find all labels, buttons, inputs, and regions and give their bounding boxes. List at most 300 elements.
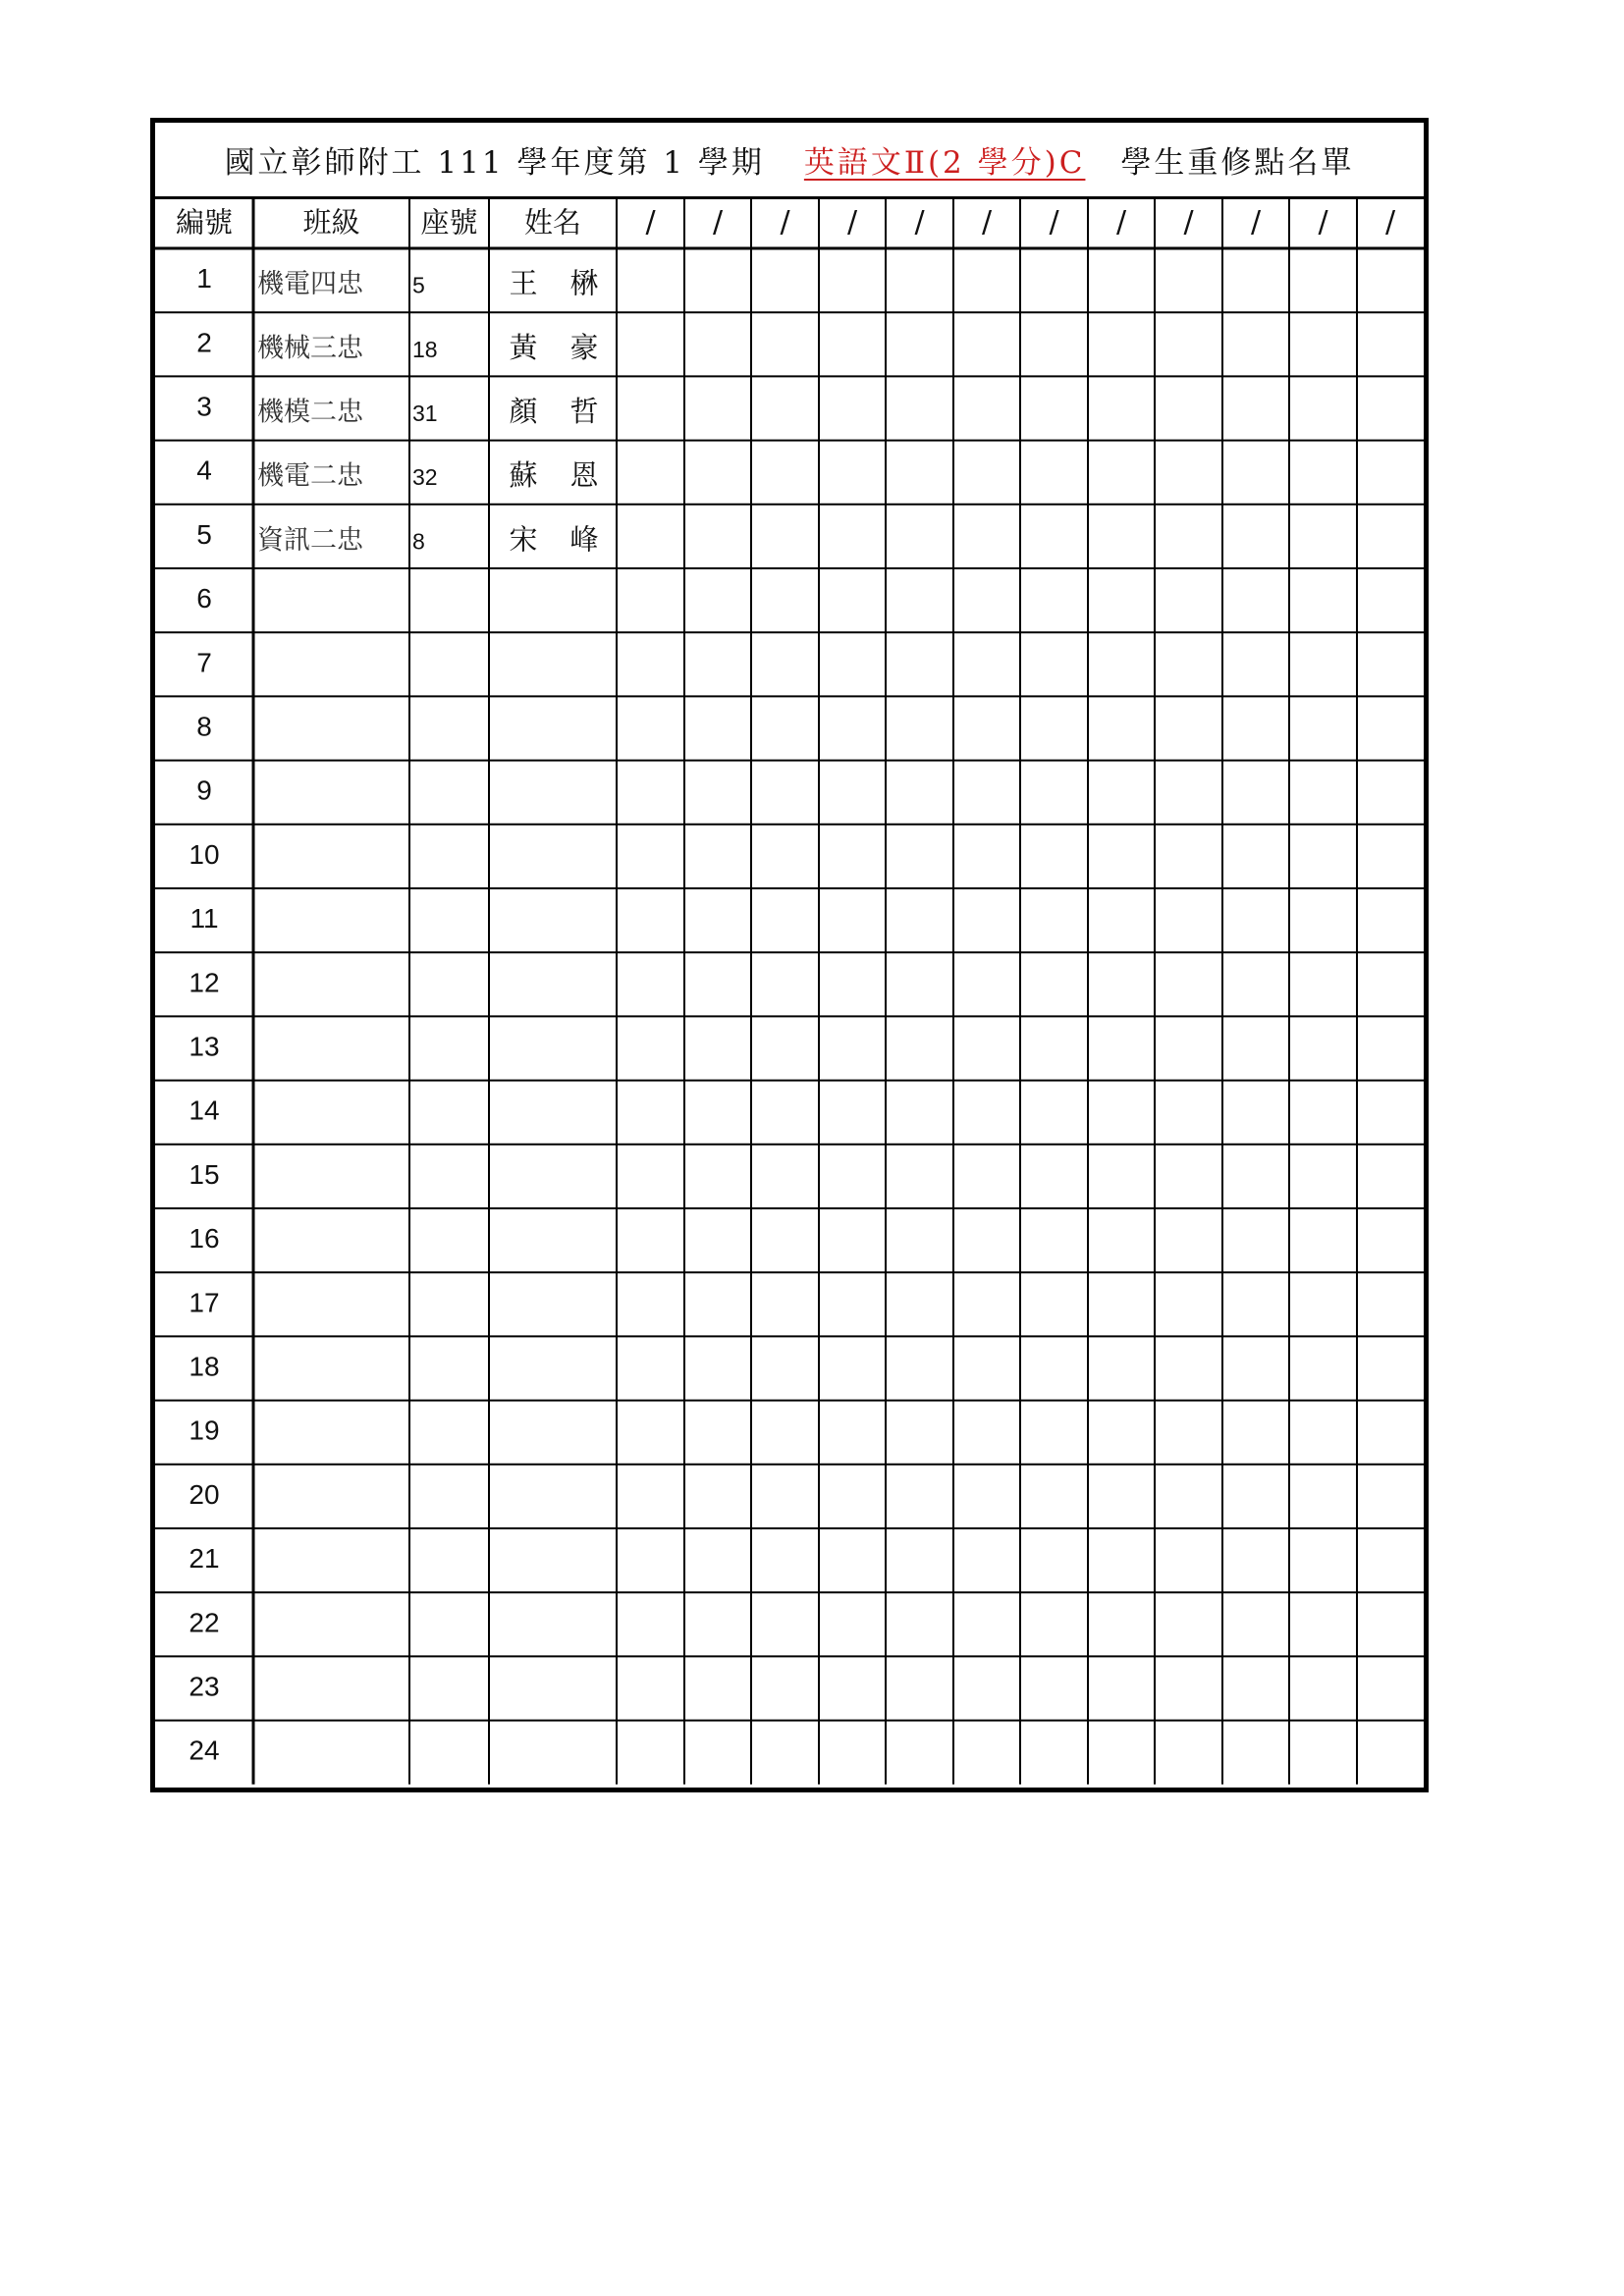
attendance-cell[interactable] (619, 1147, 682, 1206)
attendance-cell[interactable] (1022, 634, 1086, 694)
attendance-cell[interactable] (821, 634, 884, 694)
attendance-cell[interactable] (955, 570, 1018, 630)
attendance-cell[interactable] (888, 698, 951, 758)
attendance-cell[interactable] (1157, 1594, 1220, 1654)
attendance-cell[interactable] (888, 1274, 951, 1334)
attendance-cell[interactable] (1359, 1338, 1422, 1398)
attendance-cell[interactable] (888, 378, 951, 438)
attendance-cell[interactable] (1359, 1147, 1422, 1206)
attendance-cell[interactable] (1090, 1018, 1153, 1078)
attendance-cell[interactable] (1022, 954, 1086, 1014)
attendance-cell[interactable] (1359, 1403, 1422, 1463)
attendance-cell[interactable] (955, 1274, 1018, 1334)
attendance-cell[interactable] (1022, 1338, 1086, 1398)
attendance-cell[interactable] (619, 763, 682, 823)
attendance-cell[interactable] (888, 507, 951, 566)
attendance-cell[interactable] (888, 1530, 951, 1590)
attendance-cell[interactable] (821, 1530, 884, 1590)
attendance-cell[interactable] (1022, 507, 1086, 566)
attendance-cell[interactable] (1224, 1210, 1287, 1270)
attendance-cell[interactable] (619, 570, 682, 630)
attendance-cell[interactable] (1157, 1467, 1220, 1526)
attendance-cell[interactable] (821, 1274, 884, 1334)
attendance-cell[interactable] (619, 314, 682, 374)
attendance-cell[interactable] (1157, 1338, 1220, 1398)
row-number: 3 (196, 391, 212, 422)
attendance-cell[interactable] (955, 1403, 1018, 1463)
attendance-cell[interactable] (1157, 250, 1220, 310)
attendance-cell[interactable] (1090, 443, 1153, 503)
attendance-cell[interactable] (1224, 507, 1287, 566)
attendance-cell[interactable] (686, 698, 749, 758)
attendance-cell[interactable] (686, 570, 749, 630)
attendance-cell[interactable] (821, 443, 884, 503)
attendance-cell[interactable] (888, 1210, 951, 1270)
attendance-cell[interactable] (1224, 250, 1287, 310)
attendance-cell[interactable] (1359, 634, 1422, 694)
attendance-cell[interactable] (1359, 1210, 1422, 1270)
attendance-cell[interactable] (955, 314, 1018, 374)
attendance-cell[interactable] (955, 1594, 1018, 1654)
attendance-cell[interactable] (1157, 1210, 1220, 1270)
attendance-cell[interactable] (753, 443, 817, 503)
attendance-cell[interactable] (821, 1723, 884, 1783)
attendance-cell[interactable] (955, 1147, 1018, 1206)
attendance-cell[interactable] (1291, 378, 1355, 438)
attendance-cell[interactable] (619, 954, 682, 1014)
attendance-cell[interactable] (1291, 1210, 1355, 1270)
attendance-cell[interactable] (1359, 1083, 1422, 1143)
attendance-cell[interactable] (821, 314, 884, 374)
attendance-cell[interactable] (1090, 890, 1153, 950)
attendance-cell[interactable] (1291, 827, 1355, 886)
attendance-cell[interactable] (686, 250, 749, 310)
attendance-cell[interactable] (619, 1274, 682, 1334)
attendance-cell[interactable] (1022, 1403, 1086, 1463)
attendance-cell[interactable] (1022, 314, 1086, 374)
attendance-cell[interactable] (1157, 378, 1220, 438)
attendance-cell[interactable] (753, 250, 817, 310)
attendance-cell[interactable] (821, 954, 884, 1014)
attendance-cell[interactable] (1090, 1467, 1153, 1526)
attendance-cell[interactable] (1291, 1018, 1355, 1078)
attendance-cell[interactable] (888, 1338, 951, 1398)
attendance-cell[interactable] (1157, 1723, 1220, 1783)
attendance-cell[interactable] (1157, 1274, 1220, 1334)
attendance-cell[interactable] (1291, 698, 1355, 758)
attendance-cell[interactable] (753, 1403, 817, 1463)
attendance-cell[interactable] (753, 890, 817, 950)
attendance-cell[interactable] (619, 890, 682, 950)
attendance-cell[interactable] (1157, 314, 1220, 374)
attendance-cell[interactable] (619, 1530, 682, 1590)
attendance-cell[interactable] (753, 1467, 817, 1526)
attendance-cell[interactable] (1291, 314, 1355, 374)
attendance-cell[interactable] (821, 763, 884, 823)
attendance-cell[interactable] (1224, 378, 1287, 438)
attendance-cell[interactable] (821, 1083, 884, 1143)
attendance-cell[interactable] (753, 1658, 817, 1718)
attendance-cell[interactable] (686, 1467, 749, 1526)
attendance-cell[interactable] (1157, 1147, 1220, 1206)
attendance-cell[interactable] (888, 1018, 951, 1078)
attendance-cell[interactable] (1291, 1467, 1355, 1526)
attendance-cell[interactable] (1157, 1018, 1220, 1078)
attendance-cell[interactable] (1022, 1274, 1086, 1334)
attendance-cell[interactable] (1022, 1658, 1086, 1718)
attendance-cell[interactable] (686, 1338, 749, 1398)
attendance-cell[interactable] (1090, 1594, 1153, 1654)
attendance-cell[interactable] (686, 1594, 749, 1654)
attendance-cell[interactable] (1359, 1274, 1422, 1334)
attendance-cell[interactable] (1022, 570, 1086, 630)
attendance-cell[interactable] (888, 570, 951, 630)
attendance-cell[interactable] (1359, 1658, 1422, 1718)
attendance-cell[interactable] (1090, 954, 1153, 1014)
attendance-cell[interactable] (1022, 1083, 1086, 1143)
attendance-cell[interactable] (686, 1403, 749, 1463)
attendance-cell[interactable] (955, 1338, 1018, 1398)
attendance-cell[interactable] (1291, 443, 1355, 503)
attendance-cell[interactable] (821, 698, 884, 758)
attendance-cell[interactable] (1022, 443, 1086, 503)
row-seat: 5 (412, 272, 425, 298)
header-date-3: / (780, 205, 790, 240)
attendance-cell[interactable] (1157, 827, 1220, 886)
attendance-cell[interactable] (955, 1467, 1018, 1526)
attendance-cell[interactable] (888, 1467, 951, 1526)
attendance-cell[interactable] (888, 314, 951, 374)
attendance-cell[interactable] (1090, 250, 1153, 310)
attendance-cell[interactable] (686, 314, 749, 374)
attendance-cell[interactable] (686, 890, 749, 950)
attendance-cell[interactable] (1291, 634, 1355, 694)
attendance-cell[interactable] (619, 1338, 682, 1398)
attendance-cell[interactable] (619, 1210, 682, 1270)
attendance-cell[interactable] (1090, 1338, 1153, 1398)
attendance-cell[interactable] (1224, 698, 1287, 758)
attendance-cell[interactable] (888, 1083, 951, 1143)
attendance-cell[interactable] (1090, 378, 1153, 438)
attendance-cell[interactable] (955, 507, 1018, 566)
header-date-6: / (981, 205, 993, 240)
attendance-cell[interactable] (1224, 1594, 1287, 1654)
attendance-cell[interactable] (1090, 827, 1153, 886)
attendance-cell[interactable] (753, 698, 817, 758)
attendance-cell[interactable] (955, 1083, 1018, 1143)
attendance-cell[interactable] (955, 698, 1018, 758)
attendance-cell[interactable] (1090, 1083, 1153, 1143)
attendance-cell[interactable] (1022, 1467, 1086, 1526)
attendance-cell[interactable] (888, 890, 951, 950)
attendance-cell[interactable] (1224, 1018, 1287, 1078)
attendance-cell[interactable] (1224, 634, 1287, 694)
attendance-cell[interactable] (955, 827, 1018, 886)
attendance-cell[interactable] (686, 507, 749, 566)
attendance-cell[interactable] (1359, 763, 1422, 823)
attendance-cell[interactable] (821, 378, 884, 438)
attendance-cell[interactable] (955, 250, 1018, 310)
attendance-cell[interactable] (821, 507, 884, 566)
attendance-cell[interactable] (1090, 1530, 1153, 1590)
row-number: 15 (189, 1158, 220, 1190)
attendance-cell[interactable] (1090, 1274, 1153, 1334)
attendance-cell[interactable] (1090, 507, 1153, 566)
attendance-cell[interactable] (1359, 570, 1422, 630)
attendance-cell[interactable] (686, 443, 749, 503)
attendance-cell[interactable] (753, 634, 817, 694)
attendance-cell[interactable] (1224, 1658, 1287, 1718)
attendance-cell[interactable] (1224, 763, 1287, 823)
attendance-cell[interactable] (753, 314, 817, 374)
attendance-cell[interactable] (1022, 1018, 1086, 1078)
attendance-cell[interactable] (1090, 1723, 1153, 1783)
attendance-cell[interactable] (619, 1658, 682, 1718)
attendance-cell[interactable] (686, 1530, 749, 1590)
attendance-cell[interactable] (619, 443, 682, 503)
attendance-cell[interactable] (619, 1723, 682, 1783)
attendance-cell[interactable] (1291, 1274, 1355, 1334)
attendance-cell[interactable] (1157, 1658, 1220, 1718)
attendance-cell[interactable] (619, 1467, 682, 1526)
attendance-cell[interactable] (821, 1403, 884, 1463)
attendance-cell[interactable] (888, 634, 951, 694)
attendance-cell[interactable] (1090, 763, 1153, 823)
attendance-cell[interactable] (1359, 378, 1422, 438)
attendance-cell[interactable] (753, 1530, 817, 1590)
attendance-cell[interactable] (1022, 698, 1086, 758)
attendance-cell[interactable] (1291, 1658, 1355, 1718)
attendance-cell[interactable] (1157, 954, 1220, 1014)
attendance-cell[interactable] (1359, 443, 1422, 503)
attendance-cell[interactable] (888, 1403, 951, 1463)
attendance-cell[interactable] (1157, 1403, 1220, 1463)
attendance-cell[interactable] (1359, 890, 1422, 950)
attendance-cell[interactable] (1224, 1338, 1287, 1398)
attendance-cell[interactable] (753, 378, 817, 438)
attendance-cell[interactable] (619, 827, 682, 886)
attendance-cell[interactable] (753, 1147, 817, 1206)
attendance-cell[interactable] (1224, 1083, 1287, 1143)
attendance-cell[interactable] (1291, 1083, 1355, 1143)
attendance-cell[interactable] (1022, 250, 1086, 310)
attendance-cell[interactable] (888, 443, 951, 503)
attendance-cell[interactable] (1022, 378, 1086, 438)
attendance-cell[interactable] (1359, 698, 1422, 758)
attendance-cell[interactable] (753, 1338, 817, 1398)
attendance-cell[interactable] (1291, 1594, 1355, 1654)
attendance-cell[interactable] (1291, 507, 1355, 566)
attendance-cell[interactable] (1359, 250, 1422, 310)
attendance-cell[interactable] (1022, 1594, 1086, 1654)
attendance-cell[interactable] (1291, 1403, 1355, 1463)
attendance-cell[interactable] (686, 634, 749, 694)
attendance-cell[interactable] (1157, 634, 1220, 694)
attendance-cell[interactable] (1090, 570, 1153, 630)
attendance-cell[interactable] (888, 1723, 951, 1783)
attendance-cell[interactable] (821, 1147, 884, 1206)
attendance-cell[interactable] (1291, 1147, 1355, 1206)
attendance-cell[interactable] (686, 1147, 749, 1206)
attendance-cell[interactable] (686, 378, 749, 438)
attendance-cell[interactable] (1090, 1210, 1153, 1270)
row-number: 24 (189, 1735, 220, 1766)
row-number: 10 (189, 838, 220, 870)
attendance-cell[interactable] (1359, 507, 1422, 566)
attendance-cell[interactable] (686, 1658, 749, 1718)
attendance-cell[interactable] (619, 1403, 682, 1463)
attendance-cell[interactable] (686, 954, 749, 1014)
attendance-cell[interactable] (753, 954, 817, 1014)
attendance-cell[interactable] (1224, 570, 1287, 630)
attendance-cell[interactable] (1224, 1530, 1287, 1590)
attendance-cell[interactable] (1224, 443, 1287, 503)
attendance-cell[interactable] (1090, 634, 1153, 694)
row-name-last: 哲 (569, 395, 599, 428)
attendance-cell[interactable] (619, 1594, 682, 1654)
attendance-cell[interactable] (1022, 890, 1086, 950)
attendance-cell[interactable] (686, 827, 749, 886)
attendance-cell[interactable] (1157, 570, 1220, 630)
attendance-cell[interactable] (888, 827, 951, 886)
attendance-cell[interactable] (1291, 570, 1355, 630)
attendance-cell[interactable] (955, 1018, 1018, 1078)
attendance-cell[interactable] (686, 1210, 749, 1270)
attendance-cell[interactable] (686, 1723, 749, 1783)
attendance-cell[interactable] (753, 1594, 817, 1654)
attendance-cell[interactable] (1022, 1530, 1086, 1590)
attendance-cell[interactable] (821, 1594, 884, 1654)
attendance-cell[interactable] (1291, 890, 1355, 950)
attendance-cell[interactable] (1224, 1403, 1287, 1463)
attendance-cell[interactable] (686, 763, 749, 823)
attendance-cell[interactable] (1022, 1147, 1086, 1206)
attendance-cell[interactable] (955, 1723, 1018, 1783)
attendance-cell[interactable] (955, 890, 1018, 950)
attendance-cell[interactable] (1157, 443, 1220, 503)
attendance-cell[interactable] (1291, 250, 1355, 310)
attendance-cell[interactable] (821, 1467, 884, 1526)
attendance-cell[interactable] (955, 1530, 1018, 1590)
attendance-cell[interactable] (1291, 763, 1355, 823)
attendance-cell[interactable] (1359, 1530, 1422, 1590)
attendance-cell[interactable] (619, 378, 682, 438)
attendance-cell[interactable] (1291, 1530, 1355, 1590)
attendance-cell[interactable] (1090, 698, 1153, 758)
attendance-cell[interactable] (955, 634, 1018, 694)
attendance-cell[interactable] (1022, 763, 1086, 823)
attendance-cell[interactable] (1224, 890, 1287, 950)
attendance-cell[interactable] (619, 1083, 682, 1143)
attendance-cell[interactable] (753, 1018, 817, 1078)
attendance-cell[interactable] (686, 1274, 749, 1334)
attendance-cell[interactable] (1224, 827, 1287, 886)
attendance-cell[interactable] (1291, 954, 1355, 1014)
attendance-cell[interactable] (1359, 1018, 1422, 1078)
attendance-cell[interactable] (821, 250, 884, 310)
header-name: 姓名 (523, 205, 582, 240)
attendance-cell[interactable] (619, 698, 682, 758)
attendance-cell[interactable] (1157, 1083, 1220, 1143)
attendance-cell[interactable] (821, 570, 884, 630)
attendance-cell[interactable] (1090, 1403, 1153, 1463)
attendance-cell[interactable] (753, 507, 817, 566)
attendance-cell[interactable] (1359, 1467, 1422, 1526)
attendance-cell[interactable] (955, 1658, 1018, 1718)
attendance-cell[interactable] (753, 763, 817, 823)
attendance-cell[interactable] (955, 443, 1018, 503)
attendance-cell[interactable] (1359, 1723, 1422, 1783)
attendance-cell[interactable] (1090, 1658, 1153, 1718)
attendance-cell[interactable] (955, 954, 1018, 1014)
attendance-cell[interactable] (1022, 1210, 1086, 1270)
attendance-cell[interactable] (1224, 1467, 1287, 1526)
attendance-cell[interactable] (888, 954, 951, 1014)
attendance-cell[interactable] (1157, 507, 1220, 566)
attendance-cell[interactable] (753, 570, 817, 630)
attendance-cell[interactable] (821, 1018, 884, 1078)
attendance-cell[interactable] (1359, 827, 1422, 886)
attendance-cell[interactable] (1022, 1723, 1086, 1783)
attendance-cell[interactable] (1224, 1723, 1287, 1783)
attendance-cell[interactable] (1291, 1338, 1355, 1398)
attendance-cell[interactable] (821, 827, 884, 886)
attendance-cell[interactable] (821, 1338, 884, 1398)
row-seat: 8 (412, 528, 425, 555)
attendance-cell[interactable] (753, 1723, 817, 1783)
attendance-cell[interactable] (821, 890, 884, 950)
attendance-cell[interactable] (888, 1658, 951, 1718)
attendance-cell[interactable] (955, 763, 1018, 823)
attendance-cell[interactable] (1359, 314, 1422, 374)
attendance-cell[interactable] (1157, 890, 1220, 950)
attendance-cell[interactable] (1359, 1594, 1422, 1654)
attendance-cell[interactable] (619, 634, 682, 694)
attendance-cell[interactable] (1291, 1723, 1355, 1783)
attendance-cell[interactable] (888, 1594, 951, 1654)
attendance-cell[interactable] (1157, 1530, 1220, 1590)
attendance-cell[interactable] (888, 763, 951, 823)
attendance-cell[interactable] (686, 1018, 749, 1078)
attendance-cell[interactable] (888, 1147, 951, 1206)
attendance-cell[interactable] (686, 1083, 749, 1143)
attendance-cell[interactable] (753, 1274, 817, 1334)
attendance-cell[interactable] (1224, 1147, 1287, 1206)
attendance-cell[interactable] (1224, 954, 1287, 1014)
attendance-cell[interactable] (821, 1210, 884, 1270)
attendance-cell[interactable] (619, 250, 682, 310)
attendance-cell[interactable] (753, 1083, 817, 1143)
attendance-cell[interactable] (955, 378, 1018, 438)
attendance-cell[interactable] (955, 1210, 1018, 1270)
attendance-cell[interactable] (1224, 314, 1287, 374)
header-date-8: / (1115, 205, 1127, 240)
attendance-cell[interactable] (1359, 954, 1422, 1014)
attendance-cell[interactable] (1090, 1147, 1153, 1206)
attendance-cell[interactable] (619, 1018, 682, 1078)
attendance-cell[interactable] (1224, 1274, 1287, 1334)
row-number: 7 (196, 647, 212, 678)
attendance-cell[interactable] (753, 827, 817, 886)
attendance-cell[interactable] (619, 507, 682, 566)
attendance-cell[interactable] (1022, 827, 1086, 886)
attendance-cell[interactable] (888, 250, 951, 310)
attendance-cell[interactable] (821, 1658, 884, 1718)
attendance-cell[interactable] (1157, 763, 1220, 823)
attendance-cell[interactable] (1157, 698, 1220, 758)
attendance-cell[interactable] (753, 1210, 817, 1270)
attendance-cell[interactable] (1090, 314, 1153, 374)
